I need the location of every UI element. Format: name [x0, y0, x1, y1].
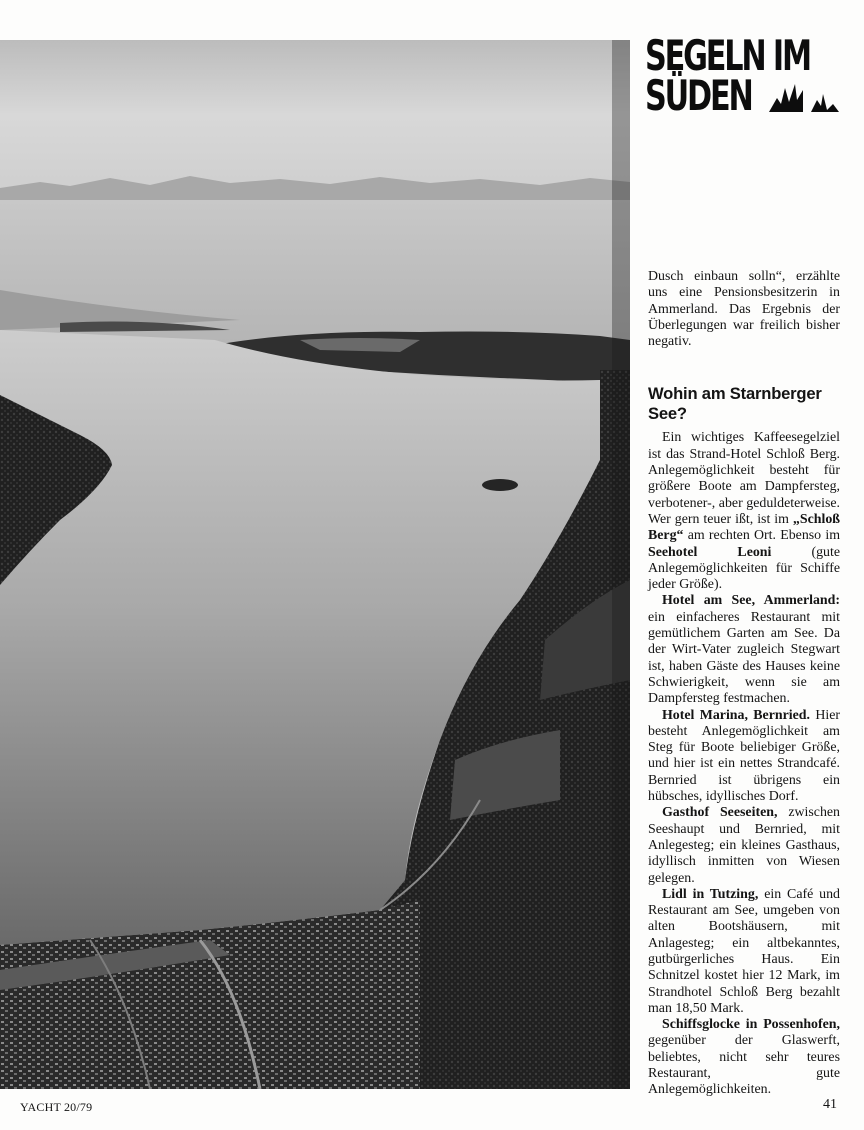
p1-bold-schloss-berg: „Schloß Berg“: [648, 511, 840, 544]
p4-bold: Gasthof Seeseiten,: [662, 805, 778, 821]
section-heading: Wohin am Starnberger See?: [648, 384, 822, 424]
p5-text: ein Café und Restaurant am See, umgeben von alten Bootshäusern, mit Anlagesteg; ein altbekanntes, gutbürgerliches Haus. Ein Schnitzel kostet hier 12 Mark, im Strandhotel Schloß Berg bezahlt man 18,50 Mark.: [648, 886, 841, 1016]
masthead-line-1: SEGELN IM: [645, 31, 810, 80]
p1-bold-seehotel-leoni: Seehotel Leoni: [648, 544, 772, 560]
p5-bold: Lidl in Tutzing,: [662, 886, 759, 902]
paragraph-hotel-am-see: [648, 593, 840, 707]
p2-text: ein einfacheres Restaurant mit gemütlichem Garten am See. Da der Wirt-Vater zugleich Stegwart ist, haben Gäste des Hauses keine Schwierigkeit, wenn sie am Dampfersteg festmachen.: [648, 609, 840, 707]
issue-label: YACHT 20/79: [20, 1100, 93, 1114]
aerial-photo-svg: [0, 40, 630, 1089]
aerial-lake-photo: [0, 40, 630, 1089]
p6-text: gegenüber der Glaswerft, beliebtes, nicht sehr teures Restaurant, gute Anlegemöglichkeiten.: [648, 1033, 840, 1098]
p1-text-3: (gute Anlegemöglichkeiten für Schiffe jeder Größe).: [648, 544, 841, 593]
section-masthead: [645, 31, 850, 122]
sky: [0, 40, 630, 190]
p6-bold: Schiffsglocke in Possenhofen,: [662, 1017, 840, 1033]
masthead-line-2: SÜDEN: [645, 71, 752, 120]
p4-text: zwischen Seeshaupt und Bernried, mit Anlegesteg; ein kleines Gasthaus, idyllisch inmitten von Wiesen gelegen.: [648, 805, 840, 886]
article-column: [648, 269, 840, 1099]
palm-tree-icon: [767, 80, 847, 114]
p1-text-1: Ein wichtiges Kaffeesegelziel ist das Strand-Hotel Schloß Berg. Anlegemöglichkeit besteht für größere Boote am Dampfersteg, verbotener-, aber geduldeterweise. Wer gern teuer ißt, ist im: [648, 430, 840, 527]
paragraph-gasthof-seeseiten: [648, 805, 840, 886]
p3-text: Hier besteht Anlegemöglichkeit am Steg für Boote beliebiger Größe, und hier ist ein nettes Strandcafé. Bernried ist übrigens ein hübsches, idyllisches Dorf.: [648, 707, 841, 805]
page-number: 41: [823, 1097, 837, 1112]
p2-bold: Hotel am See, Ammerland:: [662, 593, 840, 609]
paragraph-lidl-tutzing: [648, 887, 840, 1017]
island: [482, 479, 518, 491]
paragraph-hotel-marina: [648, 708, 840, 806]
paragraph-schloss-berg: [648, 430, 840, 593]
intro-paragraph: Dusch einbaun solln“, erzählte uns eine Pensionsbesitzerin in Ammerland. Das Ergebnis der Überlegungen war freilich bisher negativ.: [648, 269, 840, 350]
p3-bold: Hotel Marina, Bernried.: [662, 707, 810, 723]
p1-text-2: am rechten Ort. Ebenso im: [683, 528, 840, 544]
paragraph-schiffsglocke: [648, 1017, 840, 1098]
